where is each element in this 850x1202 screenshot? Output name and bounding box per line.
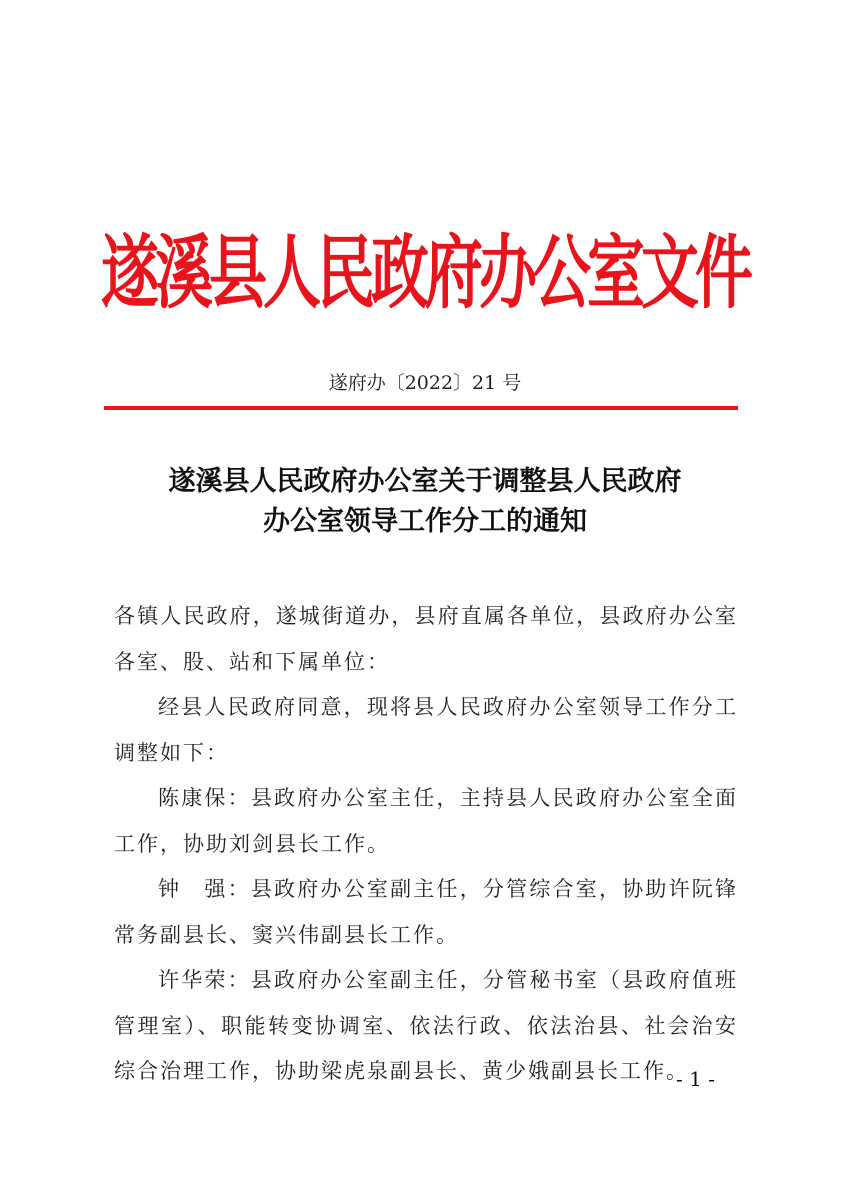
assignment-paragraph: 钟 强：县政府办公室副主任，分管综合室，协助许阮锋常务副县长、窦兴伟副县长工作。 [114,877,738,947]
notice-title-line-1: 遂溪县人民政府办公室关于调整县人民政府 [168,466,682,497]
salutation: 各镇人民政府，遂城街道办，县府直属各单位，县政府办公室各室、股、站和下属单位： [114,604,738,674]
assignment-paragraph: 许华荣：县政府办公室副主任，分管秘书室（县政府值班管理室）、职能转变协调室、依法行政、依法治县、社会治安综合治理工作，协助梁虎泉副县长、黄少娥副县长工作。 [114,968,738,1083]
notice-title [0,462,850,542]
document-header-title: 遂溪县人民政府办公室文件 [100,225,749,320]
notice-body [114,594,738,1095]
document-number: 遂府办〔2022〕21 号 [328,372,522,394]
red-divider-line [104,406,738,410]
page-number: - 1 - [676,1067,715,1091]
notice-title-line-2: 办公室领导工作分工的通知 [263,506,587,537]
assignment-paragraph: 陈康保：县政府办公室主任，主持县人民政府办公室全面工作，协助刘剑县长工作。 [114,786,738,856]
intro-paragraph: 经县人民政府同意，现将县人民政府办公室领导工作分工调整如下： [114,695,738,765]
